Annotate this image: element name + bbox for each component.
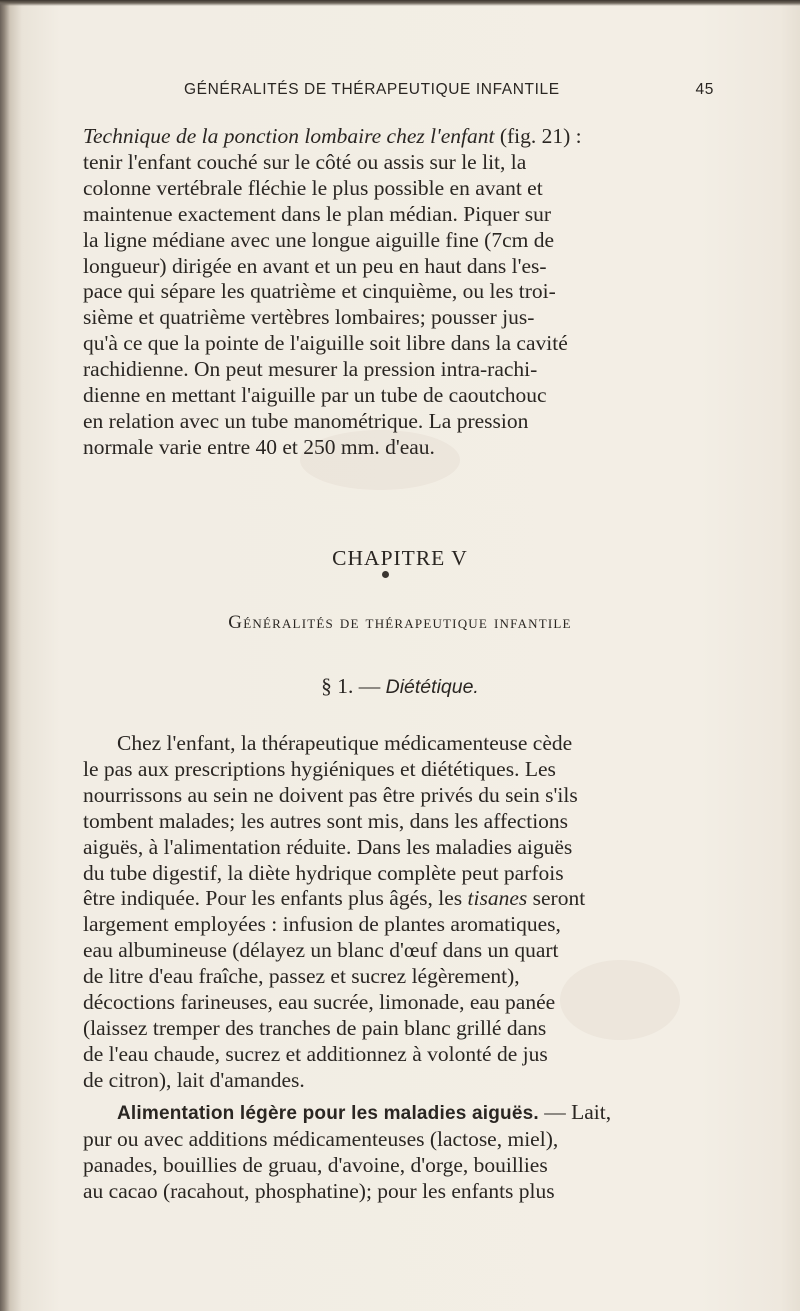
text-line: rachidienne. On peut mesurer la pression intra-rachi- bbox=[83, 357, 538, 382]
text-line: nourrissons au sein ne doivent pas être privés du sein s'ils bbox=[83, 782, 578, 807]
section-title: Diététique. bbox=[385, 676, 479, 698]
text-line: Alimentation légère pour les maladies aiguës. — Lait, bbox=[117, 1100, 612, 1124]
text-line: maintenue exactement dans le plan médian. Piquer sur bbox=[83, 201, 552, 226]
text-line: largement employées : infusion de plantes aromatiques, bbox=[83, 912, 561, 937]
running-head-title: GÉNÉRALITÉS DE THÉRAPEUTIQUE INFANTILE bbox=[184, 81, 560, 98]
text-line: (laissez tremper des tranches de pain blanc grillé dans bbox=[83, 1015, 547, 1040]
bold-lead: Alimentation légère pour les maladies aiguës. bbox=[117, 1103, 539, 1124]
text-line: dienne en mettant l'aiguille par un tube de caoutchouc bbox=[83, 383, 547, 408]
italic-word: tisanes bbox=[467, 886, 528, 911]
text-line: de l'eau chaude, sucrez et additionnez à volonté de jus bbox=[83, 1041, 548, 1066]
chapter-subtitle: Généralités de thérapeutique infantile bbox=[228, 612, 572, 633]
text-line: la ligne médiane avec une longue aiguille fine (7cm de bbox=[83, 227, 555, 252]
paragraph-dietetics bbox=[83, 731, 710, 1094]
paragraph-lumbar-puncture bbox=[83, 124, 710, 461]
text-line: panades, bouillies de gruau, d'avoine, d'orge, bouillies bbox=[83, 1152, 548, 1177]
paragraph-light-diet bbox=[83, 1100, 710, 1205]
section-heading bbox=[0, 674, 800, 699]
text-line: eau albumineuse (délayez un blanc d'œuf dans un quart bbox=[83, 938, 559, 963]
text-line: décoctions farineuses, eau sucrée, limonade, eau panée bbox=[83, 990, 556, 1015]
section-number: § 1. — bbox=[321, 674, 386, 698]
page-number: 45 bbox=[695, 81, 714, 98]
text-line: aiguës, à l'alimentation réduite. Dans les maladies aiguës bbox=[83, 834, 573, 859]
text-line: tenir l'enfant couché sur le côté ou assis sur le lit, la bbox=[83, 149, 527, 174]
text-line: normale varie entre 40 et 250 mm. d'eau. bbox=[83, 434, 435, 459]
ornament-dot bbox=[382, 571, 389, 578]
text-line: de citron), lait d'amandes. bbox=[83, 1067, 305, 1092]
text-line: Technique de la ponction lombaire chez l'enfant (fig. 21) : bbox=[83, 124, 582, 148]
text-line: pace qui sépare les quatrième et cinquième, ou les troi- bbox=[83, 279, 556, 304]
text-line: longueur) dirigée en avant et un peu en haut dans l'es- bbox=[83, 253, 547, 278]
italic-lead: Technique de la ponction lombaire chez l'enfant bbox=[83, 124, 495, 148]
text-line: Chez l'enfant, la thérapeutique médicamenteuse cède bbox=[117, 731, 573, 755]
text-line: tombent malades; les autres sont mis, dans les affections bbox=[83, 808, 569, 833]
text-line: de litre d'eau fraîche, passez et sucrez légèrement), bbox=[83, 964, 520, 989]
text-line: du tube digestif, la diète hydrique complète peut parfois bbox=[83, 860, 564, 885]
text-line: qu'à ce que la pointe de l'aiguille soit libre dans la cavité bbox=[83, 331, 568, 356]
text-line: colonne vertébrale fléchie le plus possible en avant et bbox=[83, 175, 543, 200]
text-line: pur ou avec additions médicamenteuses (lactose, miel), bbox=[83, 1126, 559, 1151]
text-line: sième et quatrième vertèbres lombaires; pousser jus- bbox=[83, 305, 535, 330]
page-top-edge bbox=[0, 0, 800, 6]
text-line: être indiquée. Pour les enfants plus âgés, les tisanes seront bbox=[83, 886, 586, 911]
text-line: en relation avec un tube manométrique. La pression bbox=[83, 408, 529, 433]
text-line: le pas aux prescriptions hygiéniques et diététiques. Les bbox=[83, 756, 556, 781]
chapter-heading: CHAPITRE V bbox=[332, 546, 468, 570]
text-line: au cacao (racahout, phosphatine); pour les enfants plus bbox=[83, 1178, 555, 1203]
